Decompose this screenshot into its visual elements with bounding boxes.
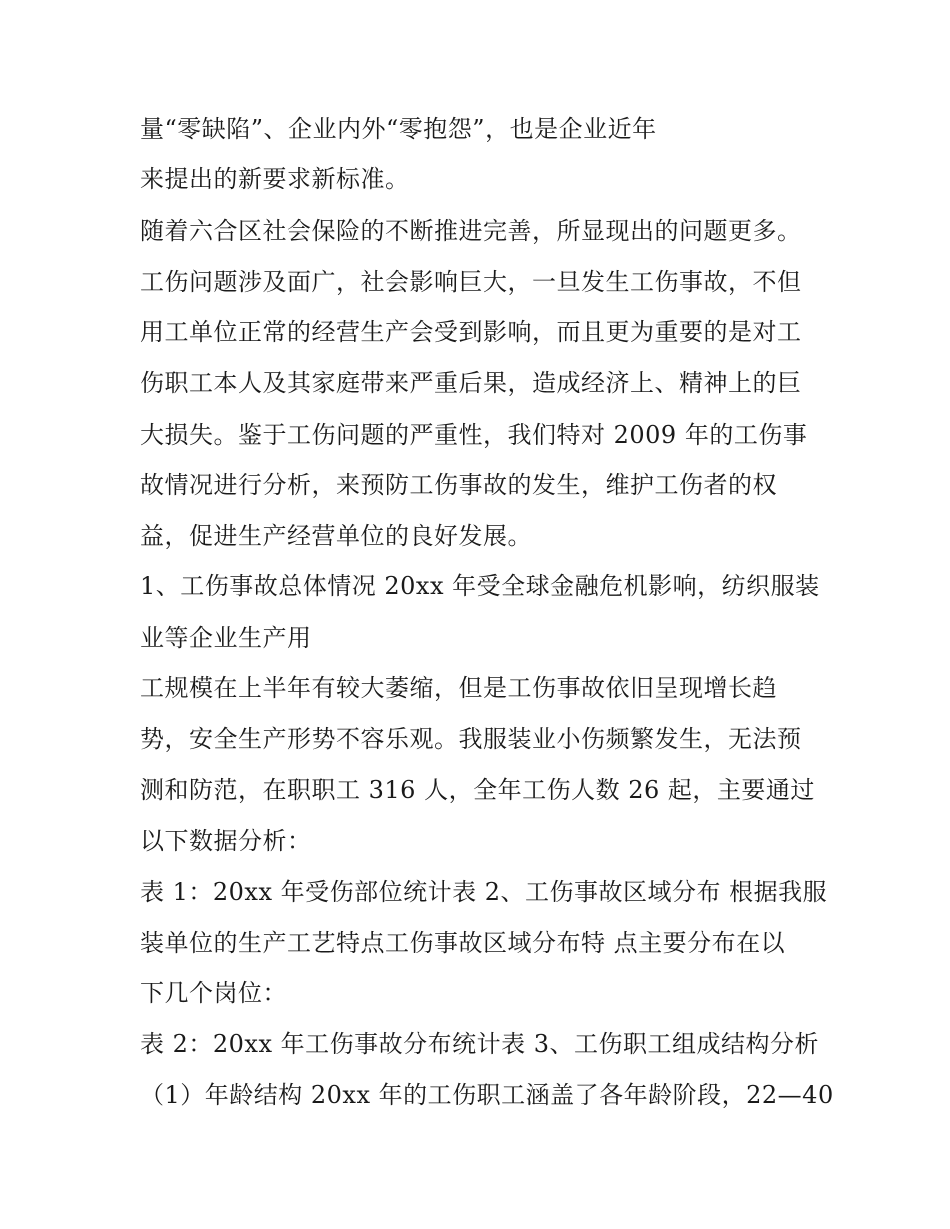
text-line-16: 表 1：20xx 年受伤部位统计表 2、工伤事故区域分布 根据我服 — [140, 878, 828, 906]
text-line-19: 表 2：20xx 年工伤事故分布统计表 3、工伤职工组成结构分析 — [140, 1030, 820, 1058]
text-line-11: 业等企业生产用 — [140, 624, 312, 652]
text-line-20: （1）年龄结构 20xx 年的工伤职工涵盖了各年龄阶段，22—40 — [140, 1081, 834, 1109]
text-line-12: 工规模在上半年有较大萎缩，但是工伤事故依旧呈现增长趋 — [140, 674, 777, 702]
text-line-18: 下几个岗位： — [140, 979, 287, 1007]
text-line-6: 伤职工本人及其家庭带来严重后果，造成经济上、精神上的巨 — [140, 369, 802, 397]
text-line-13: 势，安全生产形势不容乐观。我服装业小伤频繁发生，无法预 — [140, 725, 802, 753]
text-line-15: 以下数据分析： — [140, 827, 312, 855]
text-line-14: 测和防范，在职职工 316 人，全年工伤人数 26 起，主要通过 — [140, 776, 815, 804]
text-line-1: 量“零缺陷”、企业内外“零抱怨”，也是企业近年 — [140, 115, 657, 143]
text-line-10: 1、工伤事故总体情况 20xx 年受全球金融危机影响，纺织服装 — [140, 572, 820, 600]
text-line-4: 工伤问题涉及面广，社会影响巨大，一旦发生工伤事故，不但 — [140, 268, 802, 296]
text-line-2: 来提出的新要求新标准。 — [140, 165, 410, 193]
text-line-3: 随着六合区社会保险的不断推进完善，所显现出的问题更多。 — [140, 217, 802, 245]
text-line-8: 故情况进行分析，来预防工伤事故的发生，维护工伤者的权 — [140, 471, 777, 499]
text-line-17: 装单位的生产工艺特点工伤事故区域分布特 点主要分布在以 — [140, 929, 786, 957]
text-line-9: 益，促进生产经营单位的良好发展。 — [140, 522, 532, 550]
text-line-7: 大损失。鉴于工伤问题的严重性，我们特对 2009 年的工伤事 — [140, 421, 808, 449]
text-line-5: 用工单位正常的经营生产会受到影响，而且更为重要的是对工 — [140, 318, 802, 346]
